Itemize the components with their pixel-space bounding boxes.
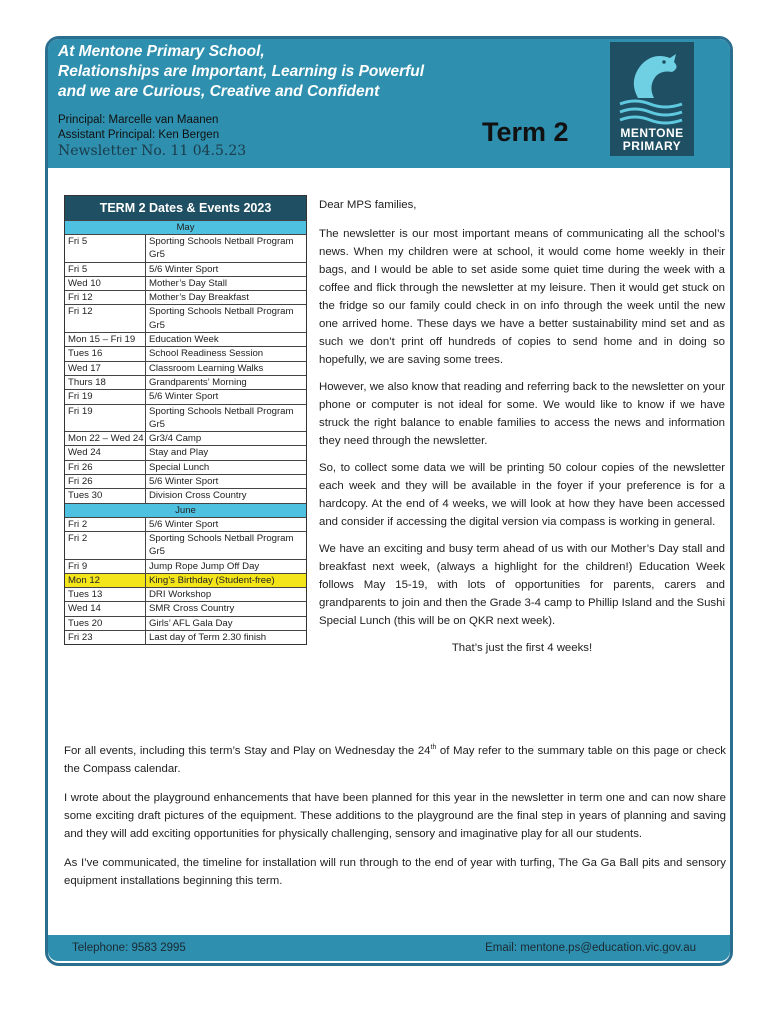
event-date: Fri 12 <box>65 291 146 304</box>
event-date: Tues 20 <box>65 617 146 630</box>
events-table-title: TERM 2 Dates & Events 2023 <box>65 196 306 220</box>
event-date: Tues 16 <box>65 347 146 360</box>
logo-text-mentone: MENTONE <box>620 126 684 140</box>
event-name: 5/6 Winter Sport <box>149 476 219 488</box>
event-name: Girls’ AFL Gala Day <box>149 617 233 629</box>
event-date: Fri 26 <box>65 475 146 488</box>
event-date: Mon 22 – Wed 24 <box>65 432 146 445</box>
assistant-name: : Ken Bergen <box>151 129 220 141</box>
month-june: June <box>65 503 306 517</box>
june-events <box>65 517 306 645</box>
principal-label: Principal <box>58 114 103 126</box>
event-name: School Readiness Session <box>149 348 264 360</box>
event-date: Fri 5 <box>65 235 146 262</box>
events-note-sup: th <box>430 744 437 751</box>
event-name: Sporting Schools Netball Program Gr5 <box>149 532 294 558</box>
dolphin-icon <box>610 42 694 128</box>
footer-email[interactable]: Email: mentone.ps@education.vic.gov.au <box>485 942 696 954</box>
table-row <box>65 361 306 375</box>
events-note-b: of May refer to the summary table on this page or check the Compass calendar. <box>64 744 726 776</box>
letter-closing: That’s just the first 4 weeks! <box>451 642 593 654</box>
principal <box>58 113 219 128</box>
table-row <box>65 404 306 432</box>
letter-paragraph: However, we also know that reading and referring back to the newsletter on your phone or computer is not ideal for some. We would like to know if we have struck the right balance to enable families to access the news and information they need through the newsletter. <box>319 381 725 447</box>
event-name: DRI Workshop <box>149 589 212 601</box>
events-note-a: For all events, including this term’s Stay and Play on Wednesday the 24 <box>64 744 431 757</box>
principal-name: : Marcelle van Maanen <box>102 114 219 126</box>
event-name: Mother’s Day Stall <box>149 277 228 289</box>
table-row <box>65 445 306 459</box>
event-name: 5/6 Winter Sport <box>149 263 219 275</box>
event-date: Wed 10 <box>65 277 146 290</box>
table-row <box>65 234 306 262</box>
event-date: Wed 14 <box>65 602 146 615</box>
table-row <box>65 290 306 304</box>
event-date: Fri 2 <box>65 532 146 559</box>
event-name: Sporting Schools Netball Program Gr5 <box>149 306 294 331</box>
event-date: Fri 26 <box>65 461 146 474</box>
table-row <box>65 630 306 644</box>
event-date: Wed 17 <box>65 362 146 375</box>
event-name: Sporting Schools Netball Program Gr5 <box>149 236 294 261</box>
event-date: Tues 13 <box>65 588 146 601</box>
table-row <box>65 517 306 531</box>
footer-bar <box>48 935 730 961</box>
motto-line: Relationships are Important, Learning is Powerful <box>58 63 425 80</box>
event-date: Fri 19 <box>65 405 146 432</box>
event-date: Mon 12 <box>65 574 146 587</box>
logo-text-primary: PRIMARY <box>622 139 682 153</box>
staff-list <box>58 113 219 143</box>
event-name: Grandparents’ Morning <box>149 376 247 388</box>
event-name: King’s Birthday (Student-free) <box>146 574 306 587</box>
event-date: Fri 12 <box>65 305 146 332</box>
event-date: Fri 2 <box>65 518 146 531</box>
event-date: Tues 30 <box>65 489 146 502</box>
motto-line: At Mentone Primary School, <box>58 43 265 60</box>
table-row <box>65 616 306 630</box>
event-name: Stay and Play <box>149 447 209 459</box>
events-note <box>64 739 726 779</box>
event-date: Mon 15 – Fri 19 <box>65 333 146 346</box>
event-name: Education Week <box>149 334 219 346</box>
event-name: Sporting Schools Netball Program Gr5 <box>149 405 294 430</box>
table-row <box>65 488 306 502</box>
table-row <box>65 332 306 346</box>
table-row <box>65 262 306 276</box>
event-name: Division Cross Country <box>149 490 247 502</box>
event-name: Mother’s Day Breakfast <box>149 292 249 304</box>
may-events <box>65 234 306 503</box>
assistant-principal <box>58 128 219 143</box>
term-heading: Term 2 <box>482 117 569 147</box>
events-table <box>64 195 307 645</box>
letter-paragraph: So, to collect some data we will be printing 50 colour copies of the newsletter each week and they will be available in the foyer if your preference is for a hardcopy. At the end of 4 weeks, we will look at how they have been accessed and consider if accessing the digital version via compass is working in general. <box>319 462 725 528</box>
event-name: 5/6 Winter Sport <box>149 391 219 403</box>
event-date: Wed 24 <box>65 446 146 459</box>
table-row <box>65 346 306 360</box>
event-name: Last day of Term 2.30 finish <box>149 632 267 644</box>
event-date: Fri 5 <box>65 263 146 276</box>
table-row <box>65 531 306 559</box>
event-name: Special Lunch <box>149 461 210 473</box>
principal-letter <box>319 196 725 666</box>
school-motto <box>58 42 478 102</box>
event-name: Classroom Learning Walks <box>149 362 264 374</box>
bottom-text <box>64 739 726 901</box>
event-name: SMR Cross Country <box>149 603 235 615</box>
table-row <box>65 431 306 445</box>
event-date: Thurs 18 <box>65 376 146 389</box>
table-row <box>65 389 306 403</box>
assistant-label: Assistant Principal <box>58 129 152 141</box>
event-name: Gr3/4 Camp <box>149 433 202 445</box>
table-row <box>65 559 306 573</box>
timeline-paragraph: As I’ve communicated, the timeline for installation will run through to the end of year with turfing, The Ga Ga Ball pits and sensory equipment installations beginning this term. <box>64 856 726 888</box>
table-row <box>65 587 306 601</box>
table-row <box>65 601 306 615</box>
event-name: Jump Rope Jump Off Day <box>149 560 260 572</box>
letter-paragraph: We have an exciting and busy term ahead of us with our Mother’s Day stall and breakfast next week, (always a highlight for the children!) Education Week follows May 15-19, with lots of opportunities for parents, carers and grandparents to join and then the Grade 3-4 camp to Phillip Island and the Sushi Special Lunch (this will be on QKR next week). <box>319 543 725 627</box>
event-date: Fri 23 <box>65 631 146 644</box>
letter-paragraph: The newsletter is our most important means of communicating all the school’s news. When my children were at school, it would come home weekly in their bags, and I would be able to set aside some quiet time during the week with a coffee and flick through the newsletter at my leisure. Then it would get stuck on the fridge so our family could check in on info through the week until the new one arrived home. These days we have a better sustainability mind set and as such we don’t print off hundreds of copies to send home and in doing so hopefully, we are saving some trees. <box>319 228 725 366</box>
table-row <box>65 474 306 488</box>
table-row <box>65 375 306 389</box>
table-row <box>65 460 306 474</box>
letter-greeting: Dear MPS families, <box>319 199 417 211</box>
event-name: 5/6 Winter Sport <box>149 518 219 530</box>
motto-line: and we are Curious, Creative and Confident <box>58 83 380 100</box>
school-logo <box>610 42 694 156</box>
playground-paragraph: I wrote about the playground enhancements that have been planned for this year in the newsletter in term one and can now share some exciting draft pictures of the equipment. These additions to the playground are the final step in years of planning and saving and they will add exciting opportunities for physically challenging, sensory and imaginative play for all our students. <box>64 791 726 841</box>
month-may: May <box>65 220 306 234</box>
table-row <box>65 573 306 587</box>
newsletter-number: Newsletter No. 11 04.5.23 <box>58 143 247 159</box>
event-date: Fri 9 <box>65 560 146 573</box>
event-date: Fri 19 <box>65 390 146 403</box>
table-row <box>65 276 306 290</box>
table-row <box>65 304 306 332</box>
footer-telephone: Telephone: 9583 2995 <box>72 942 186 954</box>
